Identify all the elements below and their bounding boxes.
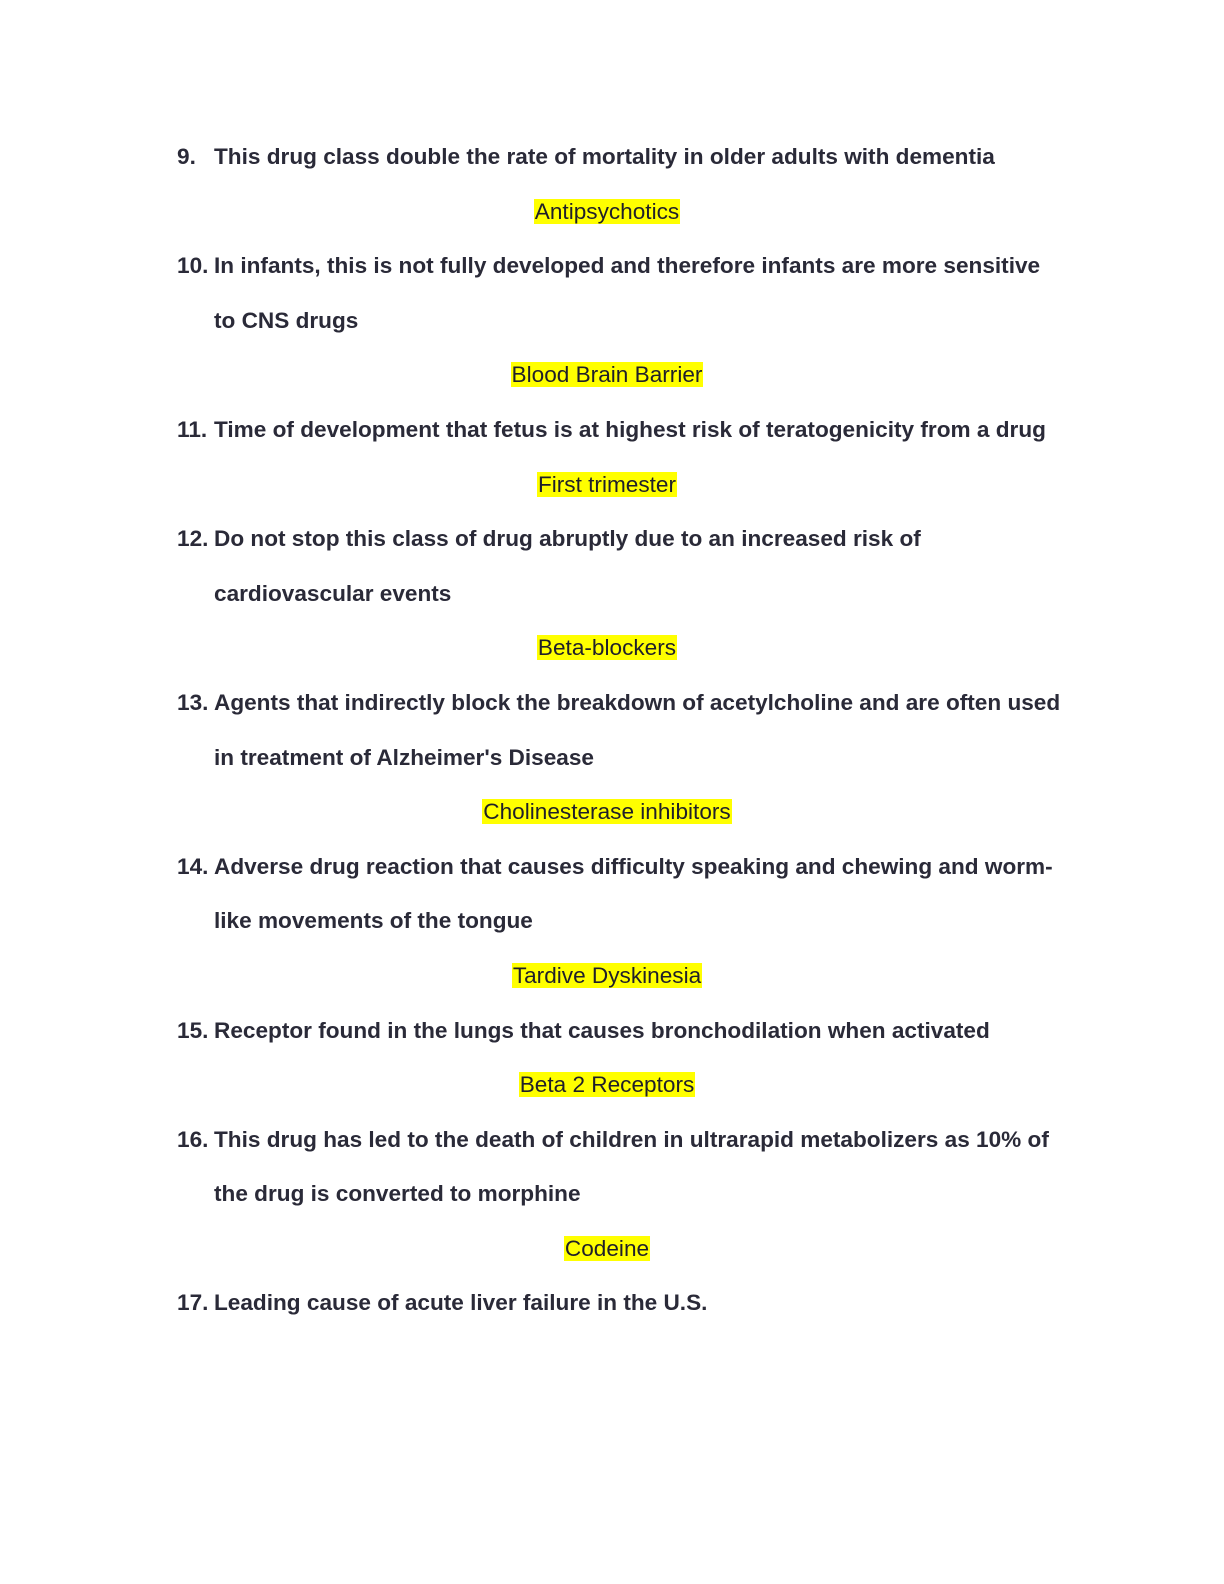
question-number: 14.	[177, 853, 209, 879]
question-text: This drug has led to the death of children in ultrarapid metabolizers as 10% of the drug is converted to morphine	[214, 1126, 1049, 1207]
question-text: This drug class double the rate of mortality in older adults with dementia	[214, 144, 995, 169]
question-text: Receptor found in the lungs that causes bronchodilation when activated	[214, 1017, 990, 1043]
question-item	[177, 676, 1067, 840]
question-number: 13.	[177, 689, 209, 715]
question-item	[177, 1113, 1067, 1277]
question-list	[177, 130, 1067, 1331]
question-number: 16.	[177, 1126, 209, 1152]
answer-highlight: Beta 2 Receptors	[519, 1072, 695, 1098]
answer-highlight: Tardive Dyskinesia	[512, 962, 702, 988]
question-number: 12.	[177, 526, 209, 552]
question-number: 17.	[177, 1290, 209, 1316]
answer-highlight: Cholinesterase inhibitors	[483, 799, 731, 825]
question-number: 11.	[177, 416, 208, 442]
question-item	[177, 130, 1067, 239]
question-text: Do not stop this class of drug abruptly due to an increased risk of cardiovascular events	[214, 526, 921, 606]
question-number: 10.	[177, 253, 209, 279]
question-item	[177, 1276, 1067, 1331]
question-item	[177, 403, 1067, 512]
question-item	[177, 1004, 1067, 1113]
question-text: Leading cause of acute liver failure in the U.S.	[214, 1290, 708, 1316]
question-text: Agents that indirectly block the breakdown of acetylcholine and are often used in treatment of Alzheimer's Disease	[214, 689, 1061, 770]
question-item	[177, 239, 1067, 403]
question-text: Time of development that fetus is at highest risk of teratogenicity from a drug	[214, 416, 1046, 442]
question-text: Adverse drug reaction that causes difficulty speaking and chewing and worm-like movements of the tongue	[214, 853, 1053, 934]
question-number: 15.	[177, 1017, 209, 1043]
answer-highlight: First trimester	[537, 471, 677, 497]
answer-highlight: Antipsychotics	[534, 198, 680, 224]
answer-highlight: Blood Brain Barrier	[511, 362, 703, 388]
question-text: In infants, this is not fully developed and therefore infants are more sensitive to CNS drugs	[214, 253, 1041, 333]
answer-highlight: Beta-blockers	[537, 635, 677, 661]
question-item	[177, 840, 1067, 1004]
question-item	[177, 512, 1067, 676]
question-number: 9.	[177, 144, 196, 169]
answer-highlight: Codeine	[564, 1235, 650, 1261]
